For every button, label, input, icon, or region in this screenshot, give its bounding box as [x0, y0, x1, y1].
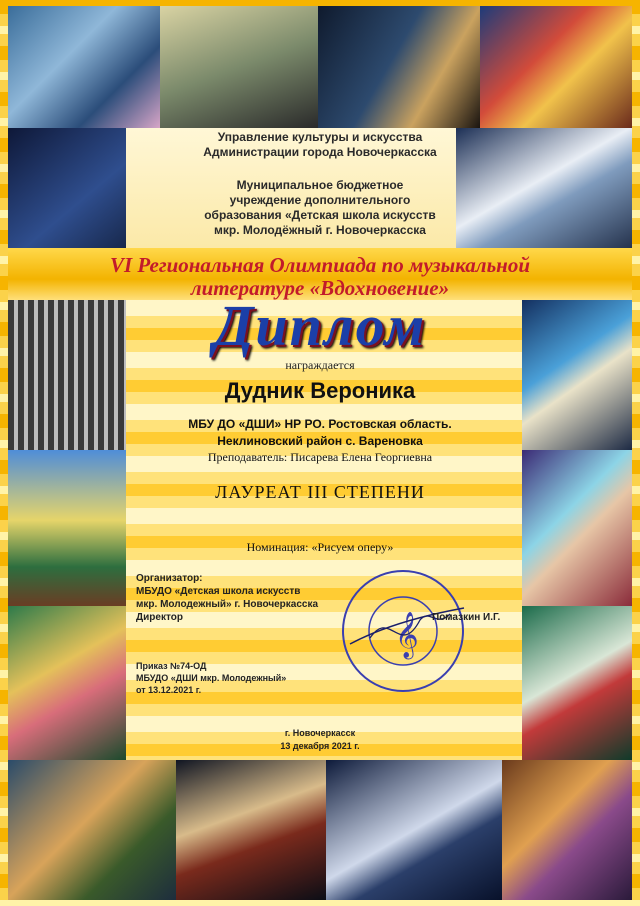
- art-tile-ice-palace: [456, 128, 632, 250]
- olympiad-line-2: литературе «Вдохновение»: [190, 276, 450, 300]
- organizer-block: [136, 572, 366, 611]
- order-line-2: МБУДО «ДШИ мкр. Молодежный»: [136, 673, 287, 683]
- institution-line-3: образования «Детская школа искусств: [204, 208, 436, 222]
- art-tile-piano: [318, 6, 480, 128]
- school-line-1: МБУ ДО «ДШИ» НР РО. Ростовская область.: [188, 417, 452, 431]
- recipient-name: Дудник Вероника: [224, 378, 416, 403]
- organization-header: [190, 130, 450, 160]
- art-tile-harp: [502, 760, 632, 900]
- diploma-title: Диплом: [213, 293, 427, 358]
- institution-header: [190, 178, 450, 238]
- order-line-3: от 13.12.2021 г.: [136, 685, 202, 695]
- director-label: Директор: [136, 612, 183, 623]
- art-tile-clock: [522, 300, 632, 450]
- awarded-text: награждается: [285, 358, 355, 372]
- art-tile-window-princess: [522, 450, 632, 606]
- institution-line-4: мкр. Молодёжный г. Новочеркасска: [214, 223, 426, 237]
- signer-name: Помазкин И.Г.: [432, 612, 501, 623]
- school-line-2: Неклиновский район с. Вареновка: [217, 434, 423, 448]
- organizer-line-1: МБУДО «Детская школа искусств: [136, 586, 301, 597]
- art-tile-king: [480, 6, 632, 128]
- institution-line-1: Муниципальное бюджетное: [236, 178, 404, 192]
- order-line-1: Приказ №74-ОД: [136, 661, 207, 671]
- institution-line-2: учреждение дополнительного: [229, 193, 411, 207]
- teacher-line: Преподаватель: Писарева Елена Георгиевна: [207, 450, 433, 464]
- city-line: г. Новочеркасск: [284, 728, 356, 738]
- recipient-school: [150, 416, 490, 450]
- date-line: 13 декабря 2021 г.: [280, 741, 360, 751]
- art-tile-musicians: [8, 760, 176, 900]
- art-tile-stage: [160, 6, 318, 128]
- art-tile-church-square: [8, 450, 126, 606]
- art-tile-cinderella: [8, 6, 160, 128]
- organization-line-1: Управление культуры и искусства: [217, 130, 423, 144]
- art-tile-swan-ballet: [326, 760, 502, 900]
- treble-clef-icon: 𝄞: [395, 612, 419, 658]
- olympiad-line-1: VI Региональная Олимпиада по музыкальной: [110, 253, 530, 277]
- art-tile-three-girls: [176, 760, 326, 900]
- organizer-line-2: мкр. Молодежный» г. Новочеркасска: [136, 599, 319, 610]
- art-tile-cathedral: [8, 300, 126, 450]
- nomination-line: Номинация: «Рисуем оперу»: [246, 540, 394, 554]
- organization-line-2: Администрации города Новочеркасска: [203, 145, 437, 159]
- art-tile-ballerina-tree: [522, 606, 632, 760]
- order-block: [136, 660, 336, 696]
- art-tile-christmas-children: [8, 606, 126, 760]
- organizer-label: Организатор:: [136, 573, 203, 584]
- laureate-degree: ЛАУРЕАТ III СТЕПЕНИ: [215, 482, 425, 502]
